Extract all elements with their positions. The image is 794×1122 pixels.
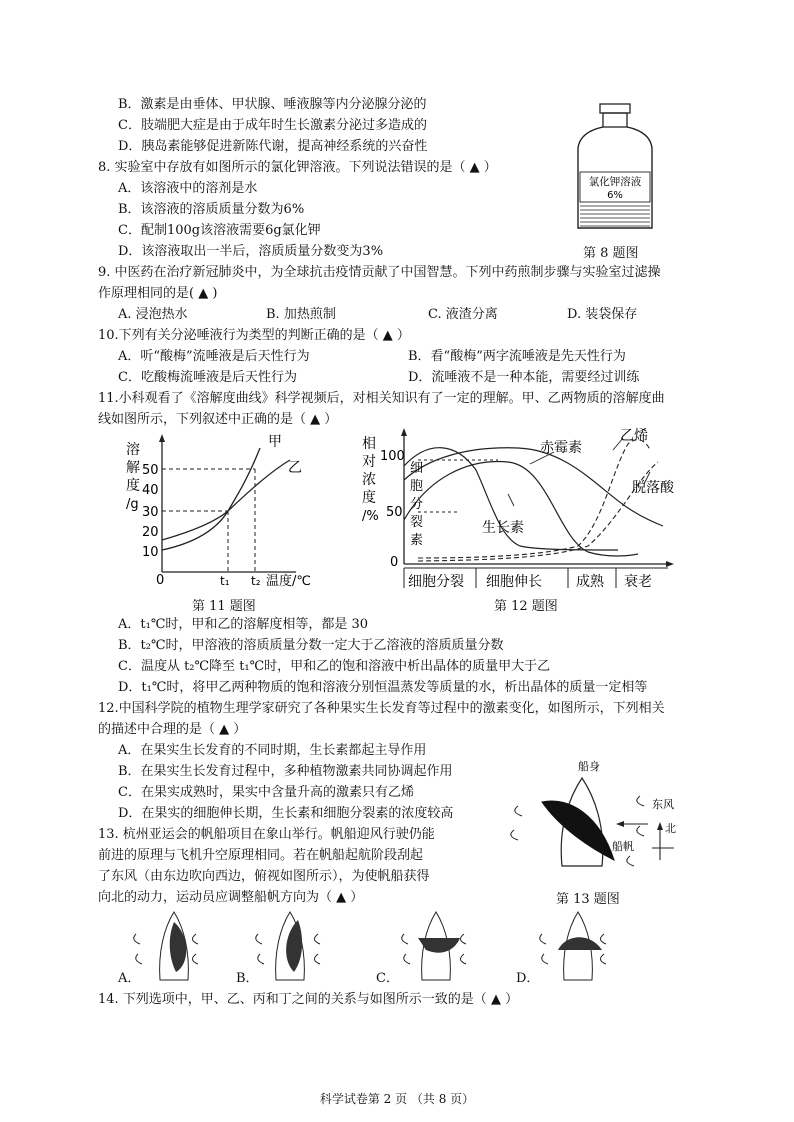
- q13-stem-line2: 前进的原理与飞机升空原理相同。若在帆船起航阶段刮起: [98, 848, 424, 863]
- q13-stem-line4: 向北的动力，运动员应调整船帆方向为（ ▲ ）: [98, 890, 364, 905]
- fig12-label-auxin: 生长素: [482, 520, 524, 536]
- q9-option-a: A. 浸泡热水: [118, 307, 188, 322]
- fig11-solubility-chart: [120, 432, 340, 592]
- fig11-ytick: 30: [142, 505, 159, 520]
- q11-option-a: A．t₁℃时，甲和乙的溶解度相等，都是 30: [118, 617, 369, 632]
- q9-stem-line1: 9. 中医药在治疗新冠肺炎中，为全球抗击疫情贡献了中国智慧。下列中药煎制步骤与实验室过滤操: [98, 265, 661, 280]
- q10-option-b: B．看“酸梅”两字流唾液是先天性行为: [408, 349, 626, 364]
- q9-option-b: B. 加热煎制: [266, 307, 336, 322]
- q12-option-c: C．在果实成熟时，果实中含量升高的激素只有乙烯: [118, 785, 414, 800]
- fig12-curve-auxin: [404, 461, 638, 556]
- fig8-caption: 第 8 题图: [583, 246, 639, 261]
- reagent-bottle-figure: [570, 98, 660, 238]
- q13-stem-line1: 13. 杭州亚运会的帆船项目在象山举行。帆船迎风行驶仍能: [98, 827, 435, 842]
- q10-option-c: C．吃酸梅流唾液是后天性行为: [118, 370, 297, 385]
- q8-option-d: D．该溶液取出一半后，溶质质量分数变为3%: [118, 244, 384, 259]
- q8-option-a: A．该溶液中的溶剂是水: [118, 181, 258, 196]
- fig11-series-jia-label: 甲: [268, 434, 282, 450]
- q13-stem-line3: 了东风（由东边吹向西边，俯视如图所示），为使帆船获得: [98, 869, 430, 884]
- q13-option-c-label: C．: [376, 971, 399, 986]
- fig12-stage-division: 细胞分裂: [408, 574, 464, 590]
- q11-option-c: C．温度从 t₂℃降至 t₁℃时，甲和乙的饱和溶液中析出晶体的质量甲大于乙: [118, 659, 551, 674]
- prev-option-b: B．激素是由垂体、甲状腺、唾液腺等内分泌腺分泌的: [118, 97, 427, 112]
- fig12-ylabel-char: 度: [362, 490, 376, 506]
- q9-option-d: D. 装袋保存: [567, 307, 638, 322]
- fig12-stage-senescence: 衰老: [624, 574, 652, 590]
- q8-stem: 8. 实验室中存放有如图所示的氯化钾溶液。下列说法错误的是（ ▲ ）: [98, 160, 497, 175]
- option-d-sail: [558, 937, 602, 950]
- q12-option-b: B．在果实生长发育过程中，多种植物激素共同协调起作用: [118, 764, 453, 779]
- fig13-compass-arrow: [657, 822, 663, 830]
- q12-stem-line1: 12.中国科学院的植物生理学家研究了各种果实生长发育等过程中的激素变化，如图所示，下列相关: [98, 701, 665, 716]
- fig11-y-arrow: [159, 434, 165, 442]
- fig12-y-arrow: [401, 428, 407, 436]
- prev-option-d: D．胰岛素能够促进新陈代谢，提高神经系统的兴奋性: [118, 139, 428, 154]
- q11-option-b: B．t₂℃时，甲溶液的溶质质量分数一定大于乙溶液的溶质质量分数: [118, 638, 504, 653]
- fig11-curve-jia: [162, 448, 260, 550]
- liquid-hatch: [580, 206, 650, 226]
- fig11-t2-label: t₂: [251, 574, 261, 588]
- fig13-wind-arrowhead: [616, 821, 624, 827]
- page-footer: 科学试卷第 2 页 （共 8 页）: [319, 1092, 475, 1106]
- q12-option-d: D．在果实的细胞伸长期，生长素和细胞分裂素的浓度较高: [118, 806, 454, 821]
- prev-option-c: C．肢端肥大症是由于成年时生长激素分泌过多造成的: [118, 118, 427, 133]
- q13-option-d-label: D．: [516, 971, 540, 986]
- q11-stem-line1: 11.小科观看了《溶解度曲线》科学视频后，对相关知识有了一定的理解。甲、乙两物质的溶解度曲: [98, 391, 665, 406]
- fig12-label-cytokinin-char: 裂: [410, 515, 424, 530]
- fig11-ytick: 20: [142, 525, 159, 540]
- q10-option-a: A．听“酸梅”流唾液是后天性行为: [118, 349, 310, 364]
- fig12-ytick-0: 0: [390, 555, 399, 570]
- bottle-neck: [603, 113, 627, 127]
- q13-option-b-label: B．: [236, 971, 259, 986]
- q8-option-b: B．该溶液的溶质质量分数为6%: [118, 202, 305, 217]
- fig12-ytick-100: 100: [380, 449, 405, 464]
- fig11-xlabel: 温度/℃: [266, 574, 311, 589]
- fig12-leader-auxin: [508, 494, 514, 506]
- fig12-label-cytokinin-char: 细: [410, 461, 424, 476]
- fig12-caption: 第 12 题图: [494, 599, 558, 614]
- q12-stem-line2: 的描述中合理的是（ ▲ ）: [98, 722, 247, 737]
- fig12-label-cytokinin-char: 胞: [410, 479, 424, 494]
- fig12-stage-elongation: 细胞伸长: [486, 574, 542, 590]
- bottle-label-name: 氯化钾溶液: [588, 176, 642, 188]
- fig12-label-gibberellin: 赤霉素: [540, 440, 582, 456]
- fig12-ytick-50: 50: [386, 505, 403, 520]
- q9-stem-line2: 作原理相同的是( ▲ ): [98, 286, 218, 301]
- fig13-sailboat-figure: [500, 756, 700, 886]
- q12-option-a: A．在果实生长发育的不同时期，生长素都起主导作用: [118, 743, 427, 758]
- bottle-label-percent: 6%: [607, 190, 623, 201]
- q14-stem: 14. 下列选项中，甲、乙、丙和丁之间的关系与如图所示一致的是（ ▲ ）: [98, 992, 519, 1007]
- fig12-stage-maturation: 成熟: [576, 574, 604, 590]
- fig12-x-arrow: [666, 561, 674, 567]
- q11-stem-line2: 线如图所示，下列叙述中正确的是（ ▲ ）: [98, 412, 338, 427]
- fig12-label-cytokinin-char: 分: [410, 497, 424, 512]
- q8-option-c: C．配制100g该溶液需要6g氯化钾: [118, 223, 321, 238]
- fig11-ytick: 10: [142, 545, 159, 560]
- fig13-caption: 第 13 题图: [556, 892, 620, 907]
- fig11-t1-label: t₁: [220, 574, 230, 588]
- fig11-caption: 第 11 题图: [192, 599, 256, 614]
- fig12-ylabel-char: 浓: [362, 472, 376, 488]
- q9-option-c: C. 液渣分离: [428, 307, 498, 322]
- q10-option-d: D．流唾液不是一种本能，需要经过训练: [408, 370, 640, 385]
- fig11-series-yi-label: 乙: [288, 460, 302, 476]
- fig11-curve-yi: [162, 460, 290, 540]
- fig13-label-north: 北: [665, 822, 676, 835]
- q10-stem: 10.下列有关分泌唾液行为类型的判断正确的是（ ▲ ）: [98, 328, 410, 343]
- fig12-ylabel-char: /%: [362, 509, 379, 524]
- q13-option-b-figure: [250, 906, 330, 982]
- fig11-ylabel-char: 溶: [126, 442, 140, 458]
- fig12-label-abscisic: 脱落酸: [632, 480, 674, 496]
- fig11-ylabel-char: 解: [126, 460, 140, 476]
- fig13-label-wind: 东风: [652, 798, 674, 811]
- fig13-label-hull: 船身: [578, 760, 600, 773]
- fig12-label-ethylene: 乙烯: [620, 428, 648, 444]
- fig11-ylabel-char: 度: [126, 478, 140, 494]
- fig12-ylabel-char: 相: [362, 436, 376, 452]
- fig12-hormone-chart: [358, 428, 678, 596]
- q13-option-a-label: A．: [118, 971, 141, 986]
- fig12-label-cytokinin-char: 素: [410, 533, 424, 548]
- q11-option-d: D．t₁℃时，将甲乙两种物质的饱和溶液分别恒温蒸发等质量的水，析出晶体的质量一定相等: [118, 680, 648, 695]
- bottle-stopper: [600, 104, 630, 113]
- fig11-ytick: 50: [142, 463, 159, 478]
- q13-option-c-figure: [396, 906, 476, 982]
- fig13-label-sail: 船帆: [612, 840, 634, 853]
- q13-option-d-figure: [534, 906, 614, 982]
- fig11-ylabel-char: /g: [126, 497, 139, 512]
- fig12-ylabel-char: 对: [362, 454, 376, 470]
- fig11-origin: 0: [156, 573, 165, 588]
- fig11-ytick: 40: [142, 483, 159, 498]
